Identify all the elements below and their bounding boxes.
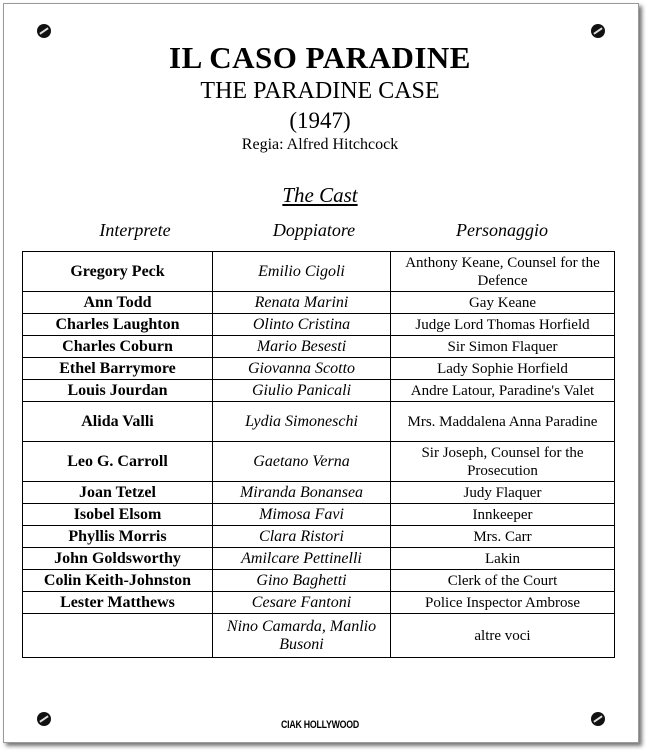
- ciak-hollywood-logo: CIAK HOLLYWOOD: [281, 719, 359, 731]
- role-cell: Andre Latour, Paradine's Valet: [391, 380, 615, 402]
- role-cell: Anthony Keane, Counsel for the Defence: [391, 252, 615, 292]
- dubber-cell: Olinto Cristina: [213, 314, 391, 336]
- table-row: [23, 442, 615, 482]
- actor-cell: Lester Matthews: [23, 592, 213, 614]
- role-cell: Gay Keane: [391, 292, 615, 314]
- table-row: [23, 482, 615, 504]
- role-cell: Mrs. Carr: [391, 526, 615, 548]
- table-row: [23, 592, 615, 614]
- dubber-cell: Gino Baghetti: [213, 570, 391, 592]
- cast-heading: The Cast: [282, 183, 358, 207]
- dubber-cell: Giulio Panicali: [213, 380, 391, 402]
- actor-cell: Joan Tetzel: [23, 482, 213, 504]
- role-cell: Lady Sophie Horfield: [391, 358, 615, 380]
- actor-cell: Leo G. Carroll: [23, 442, 213, 482]
- role-cell: Clerk of the Court: [391, 570, 615, 592]
- actor-cell: John Goldsworthy: [23, 548, 213, 570]
- table-row: [23, 548, 615, 570]
- actor-cell: Charles Coburn: [23, 336, 213, 358]
- role-cell: Innkeeper: [391, 504, 615, 526]
- dubber-cell: Nino Camarda, Manlio Busoni: [213, 614, 391, 658]
- role-cell: Mrs. Maddalena Anna Paradine: [391, 402, 615, 442]
- table-row: [23, 526, 615, 548]
- dubber-cell: Gaetano Verna: [213, 442, 391, 482]
- table-row: [23, 358, 615, 380]
- role-cell: Judge Lord Thomas Horfield: [391, 314, 615, 336]
- table-row: [23, 292, 615, 314]
- table-row: [23, 336, 615, 358]
- screw-icon: [37, 712, 51, 726]
- actor-cell: Ann Todd: [23, 292, 213, 314]
- cast-table: [22, 251, 615, 658]
- table-row: [23, 252, 615, 292]
- film-title-italian: IL CASO PARADINE: [169, 40, 471, 75]
- actor-cell: [23, 614, 213, 658]
- role-cell: Police Inspector Ambrose: [391, 592, 615, 614]
- screw-icon: [591, 712, 605, 726]
- table-row: [23, 380, 615, 402]
- table-row: [23, 402, 615, 442]
- actor-cell: Charles Laughton: [23, 314, 213, 336]
- dubber-cell: Lydia Simoneschi: [213, 402, 391, 442]
- column-header-actor: Interprete: [99, 220, 171, 240]
- dubber-cell: Mario Besesti: [213, 336, 391, 358]
- table-row: [23, 570, 615, 592]
- role-cell: Sir Joseph, Counsel for the Prosecution: [391, 442, 615, 482]
- role-cell: Sir Simon Flaquer: [391, 336, 615, 358]
- role-cell: altre voci: [391, 614, 615, 658]
- film-year: (1947): [289, 108, 351, 133]
- actor-cell: Louis Jourdan: [23, 380, 213, 402]
- column-header-role: Personaggio: [456, 220, 548, 240]
- role-cell: Judy Flaquer: [391, 482, 615, 504]
- actor-cell: Ethel Barrymore: [23, 358, 213, 380]
- actor-cell: Phyllis Morris: [23, 526, 213, 548]
- film-title-original: THE PARADINE CASE: [200, 78, 440, 104]
- column-header-dubber: Doppiatore: [272, 220, 356, 240]
- table-row: [23, 614, 615, 658]
- screw-icon: [591, 24, 605, 38]
- actor-cell: Alida Valli: [23, 402, 213, 442]
- role-cell: Lakin: [391, 548, 615, 570]
- dubber-cell: Giovanna Scotto: [213, 358, 391, 380]
- dubber-cell: Amilcare Pettinelli: [213, 548, 391, 570]
- dubber-cell: Mimosa Favi: [213, 504, 391, 526]
- dubber-cell: Renata Marini: [213, 292, 391, 314]
- dubber-cell: Cesare Fantoni: [213, 592, 391, 614]
- table-row: [23, 314, 615, 336]
- dubber-cell: Clara Ristori: [213, 526, 391, 548]
- table-row: [23, 504, 615, 526]
- dubber-cell: Miranda Bonansea: [213, 482, 391, 504]
- screw-icon: [37, 24, 51, 38]
- actor-cell: Isobel Elsom: [23, 504, 213, 526]
- dubber-cell: Emilio Cigoli: [213, 252, 391, 292]
- actor-cell: Gregory Peck: [23, 252, 213, 292]
- actor-cell: Colin Keith-Johnston: [23, 570, 213, 592]
- director-credit: Regia: Alfred Hitchcock: [241, 136, 399, 153]
